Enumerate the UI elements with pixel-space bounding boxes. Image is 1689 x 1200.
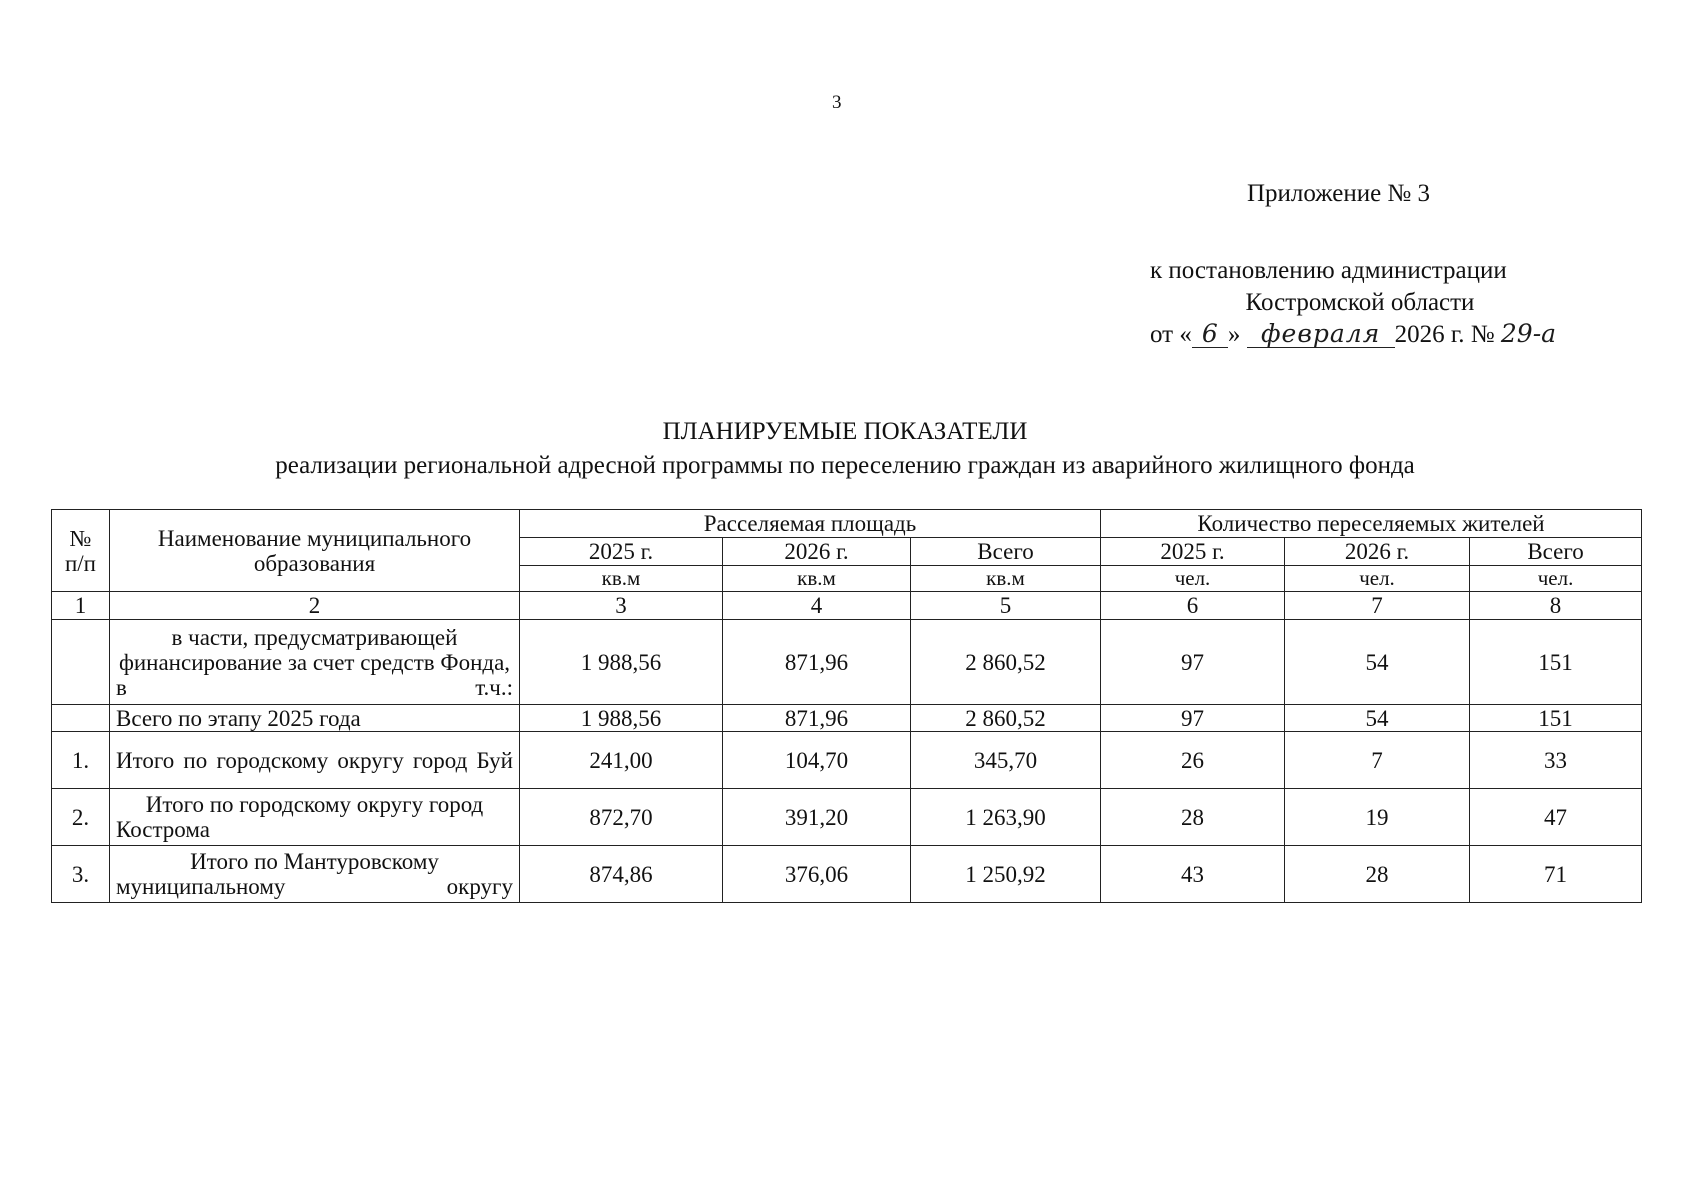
row-name: Итого по городскому округу город Кострома xyxy=(110,789,520,846)
row-people-2025: 26 xyxy=(1101,732,1285,789)
row-area-2025: 872,70 xyxy=(520,789,723,846)
row-area-2025: 1 988,56 xyxy=(520,620,723,705)
decree-quote-close: » xyxy=(1227,321,1241,348)
row-area-total: 1 250,92 xyxy=(911,846,1101,903)
column-number: 3 xyxy=(520,592,723,620)
row-people-2026: 54 xyxy=(1285,705,1470,732)
row-num: 3. xyxy=(52,846,110,903)
column-number: 5 xyxy=(911,592,1101,620)
row-num xyxy=(52,620,110,705)
table-row xyxy=(52,846,1642,903)
page-number: 3 xyxy=(832,92,842,113)
row-name: Итого по городскому округу город Буй xyxy=(110,732,520,789)
unit-people-2026: чел. xyxy=(1285,566,1470,592)
row-people-total: 47 xyxy=(1470,789,1642,846)
column-number: 2 xyxy=(110,592,520,620)
header-people-group: Количество переселяемых жителей xyxy=(1101,510,1642,538)
row-area-2026: 871,96 xyxy=(723,705,911,732)
column-number: 1 xyxy=(52,592,110,620)
row-num: 2. xyxy=(52,789,110,846)
unit-people-total: чел. xyxy=(1470,566,1642,592)
row-num: 1. xyxy=(52,732,110,789)
row-name: Всего по этапу 2025 года xyxy=(110,705,520,732)
column-number: 8 xyxy=(1470,592,1642,620)
handwritten-month: февраля xyxy=(1247,321,1395,348)
unit-area-2026: кв.м xyxy=(723,566,911,592)
row-people-2026: 54 xyxy=(1285,620,1470,705)
row-area-2026: 871,96 xyxy=(723,620,911,705)
decree-year-text: 2026 г. № xyxy=(1394,321,1495,348)
row-area-2025: 874,86 xyxy=(520,846,723,903)
appendix-title: Приложение № 3 xyxy=(1247,180,1431,207)
document-subtitle: реализации региональной адресной программы по переселению граждан из аварийного жилищного фонда xyxy=(275,452,1415,479)
row-area-2025: 1 988,56 xyxy=(520,705,723,732)
header-people-2025: 2025 г. xyxy=(1101,538,1285,566)
header-area-total: Всего xyxy=(911,538,1101,566)
unit-people-2025: чел. xyxy=(1101,566,1285,592)
table-row xyxy=(52,705,1642,732)
decree-line-2: Костромской области xyxy=(1245,289,1475,316)
row-people-2026: 7 xyxy=(1285,732,1470,789)
row-num xyxy=(52,705,110,732)
document-title: ПЛАНИРУЕМЫЕ ПОКАЗАТЕЛИ xyxy=(662,418,1028,445)
header-area-2025: 2025 г. xyxy=(520,538,723,566)
row-people-2025: 97 xyxy=(1101,620,1285,705)
decree-line-1: к постановлению администрации xyxy=(1150,257,1507,284)
table-row xyxy=(52,732,1642,789)
row-people-total: 33 xyxy=(1470,732,1642,789)
row-people-total: 151 xyxy=(1470,705,1642,732)
row-area-total: 2 860,52 xyxy=(911,620,1101,705)
row-area-2026: 376,06 xyxy=(723,846,911,903)
row-area-2026: 104,70 xyxy=(723,732,911,789)
column-number-row xyxy=(52,592,1642,620)
decree-reference xyxy=(1150,255,1570,351)
handwritten-number: 29-а xyxy=(1500,319,1557,348)
decree-date-line xyxy=(1150,319,1570,351)
row-area-total: 1 263,90 xyxy=(911,789,1101,846)
table-row xyxy=(52,789,1642,846)
indicators-table xyxy=(51,509,1642,903)
row-people-2025: 28 xyxy=(1101,789,1285,846)
row-area-total: 2 860,52 xyxy=(911,705,1101,732)
row-people-2025: 97 xyxy=(1101,705,1285,732)
row-people-total: 151 xyxy=(1470,620,1642,705)
row-name: в части, предусматривающей финансирование за счет средств Фонда, в т.ч.: xyxy=(110,620,520,705)
column-number: 7 xyxy=(1285,592,1470,620)
handwritten-day: 6 xyxy=(1192,321,1228,348)
header-area-group: Расселяемая площадь xyxy=(520,510,1101,538)
row-area-2026: 391,20 xyxy=(723,789,911,846)
row-area-total: 345,70 xyxy=(911,732,1101,789)
row-people-total: 71 xyxy=(1470,846,1642,903)
table-row xyxy=(52,620,1642,705)
unit-area-2025: кв.м xyxy=(520,566,723,592)
decree-date-prefix: от « xyxy=(1150,321,1192,348)
row-people-2026: 28 xyxy=(1285,846,1470,903)
row-area-2025: 241,00 xyxy=(520,732,723,789)
header-name: Наименование муниципального образования xyxy=(110,510,520,592)
unit-area-total: кв.м xyxy=(911,566,1101,592)
header-area-2026: 2026 г. xyxy=(723,538,911,566)
header-num: № п/п xyxy=(52,510,110,592)
row-people-2025: 43 xyxy=(1101,846,1285,903)
column-number: 4 xyxy=(723,592,911,620)
header-row-groups xyxy=(52,510,1642,538)
row-people-2026: 19 xyxy=(1285,789,1470,846)
header-people-total: Всего xyxy=(1470,538,1642,566)
row-name: Итого по Мантуровскому муниципальному округу xyxy=(110,846,520,903)
header-people-2026: 2026 г. xyxy=(1285,538,1470,566)
column-number: 6 xyxy=(1101,592,1285,620)
